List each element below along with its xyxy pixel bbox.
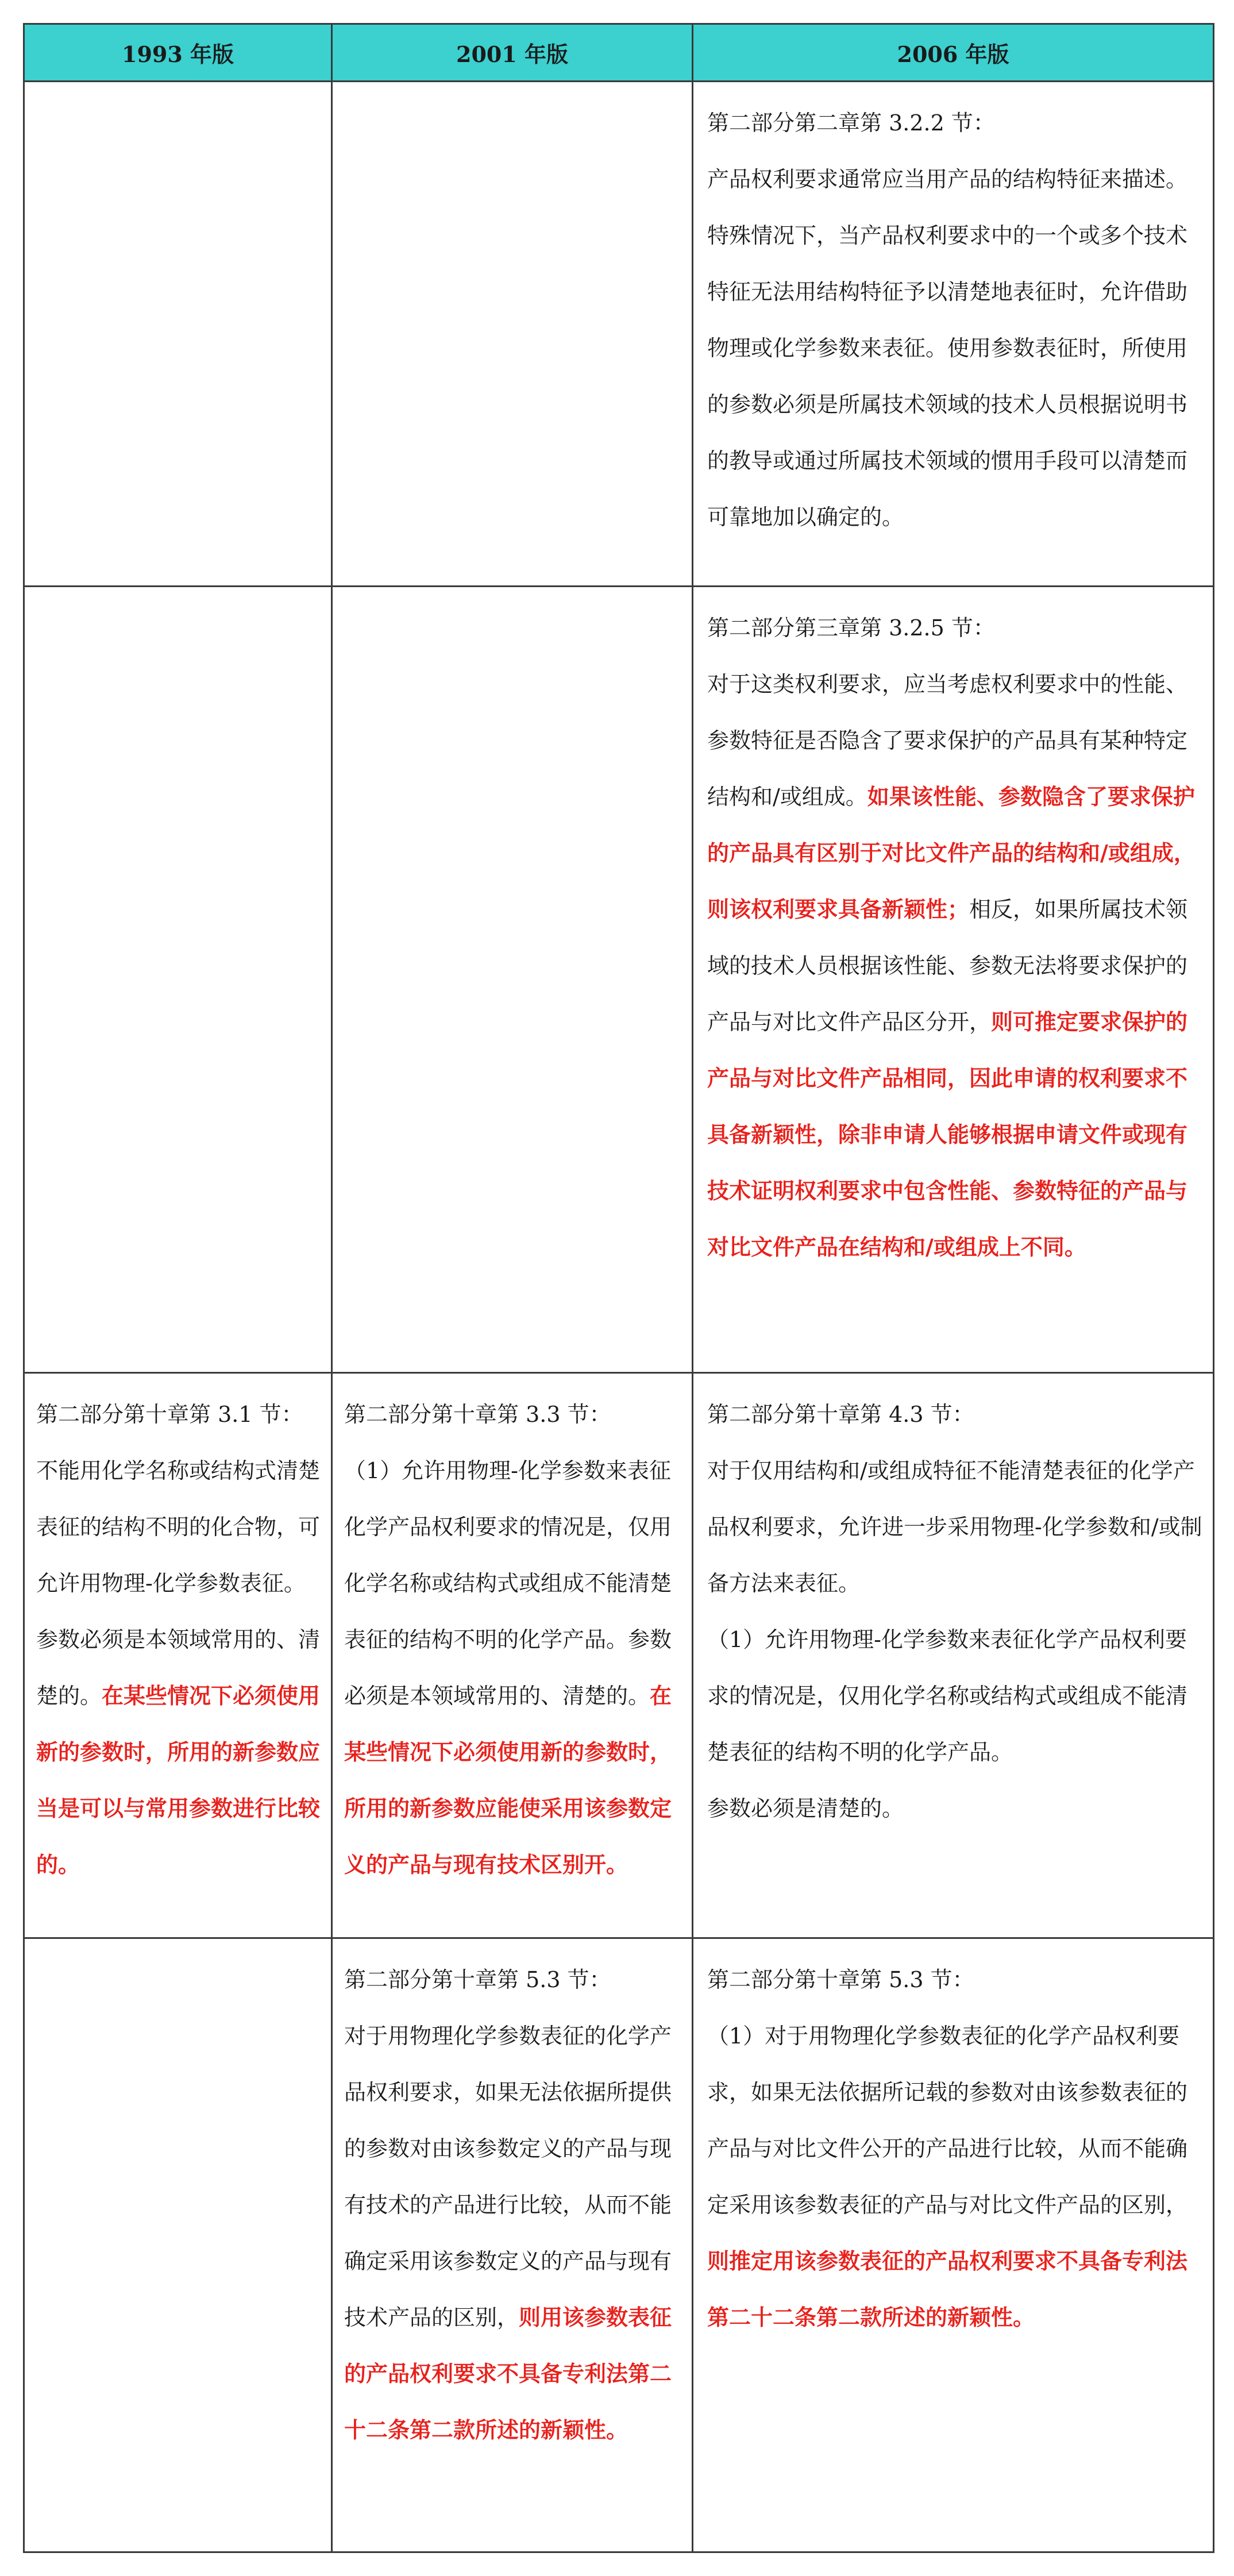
column-header-1993: 1993 年版 [24, 24, 332, 82]
cell-text: 第二部分第十章第 3.3 节： [344, 1402, 611, 1427]
cell-text: 相反，如果所属技术领域的技术人员根据该性能、参数无法将要求保护的产品与对比文件产品区分开， [707, 897, 1188, 1035]
cell-text: 产品权利要求通常应当用产品的结构特征来描述。特殊情况下，当产品权利要求中的一个或多个技术特征无法用结构特征予以清楚地表征时，允许借助物理或化学参数来表征。使用参数表征时，所使用的参数必须是所属技术领域的技术人员根据说明书的教导或通过所属技术领域的惯用手段可以清楚而可靠地加以确定的。 [707, 167, 1188, 530]
cell-text: 第二部分第十章第 3.1 节： [36, 1402, 303, 1427]
cell-text: （1）允许用物理-化学参数来表征化学产品权利要求的情况是，仅用化学名称或结构式或组成不能清楚表征的结构不明的化学产品。参数必须是本领域常用的、清楚的。 [344, 1458, 672, 1709]
highlighted-text: 在某些情况下必须使用新的参数时，所用的新参数应能使采用该参数定义的产品与现有技术区别开。 [344, 1683, 672, 1877]
highlighted-text: 在某些情况下必须使用新的参数时，所用的新参数应当是可以与常用参数进行比较的。 [36, 1683, 321, 1877]
table-row [24, 82, 1214, 587]
cell-text: 对于仅用结构和/或组成特征不能清楚表征的化学产品权利要求，允许进一步采用物理-化学参数和/或制备方法来表征。 [707, 1458, 1202, 1596]
guideline-comparison-table [23, 23, 1214, 2553]
table-row [24, 1373, 1214, 1938]
cell-text: 第二部分第十章第 4.3 节： [707, 1402, 974, 1427]
table-row [24, 1938, 1214, 2552]
cell-2006-row1 [693, 82, 1214, 587]
column-header-2006: 2006 年版 [693, 24, 1214, 82]
highlighted-text: 则用该参数表征的产品权利要求不具备专利法第二十二条第二款所述的新颖性。 [344, 2304, 672, 2443]
table-header-row [24, 24, 1214, 82]
cell-text: 对于用物理化学参数表征的化学产品权利要求，如果无法依据所提供的参数对由该参数定义的产品与现有技术的产品进行比较，从而不能确定采用该参数定义的产品与现有技术产品的区别， [344, 2023, 672, 2330]
cell-1993-row4 [24, 1938, 332, 2552]
cell-text: 不能用化学名称或结构式清楚表征的结构不明的化合物，可允许用物理-化学参数表征。参数必须是本领域常用的、清楚的。 [36, 1458, 321, 1709]
cell-2001-row4 [332, 1938, 693, 2552]
cell-text: 对于这类权利要求，应当考虑权利要求中的性能、参数特征是否隐含了要求保护的产品具有某种特定结构和/或组成。 [707, 672, 1188, 809]
highlighted-text: 则推定用该参数表征的产品权利要求不具备专利法第二十二条第二款所述的新颖性。 [707, 2248, 1188, 2330]
cell-text: 第二部分第二章第 3.2.2 节： [707, 110, 995, 136]
cell-2006-row2 [693, 587, 1214, 1373]
cell-2006-row4 [693, 1938, 1214, 2552]
cell-text: 第二部分第十章第 5.3 节： [344, 1967, 611, 1992]
cell-1993-row2 [24, 587, 332, 1373]
highlighted-text: 如果该性能、参数隐含了要求保护的产品具有区别于对比文件产品的结构和/或组成，则该权利要求具备新颖性； [707, 784, 1196, 922]
cell-text: 第二部分第三章第 3.2.5 节： [707, 615, 995, 641]
cell-text: 第二部分第十章第 5.3 节： [707, 1967, 974, 1992]
cell-1993-row3 [24, 1373, 332, 1938]
highlighted-text: 则可推定要求保护的产品与对比文件产品相同，因此申请的权利要求不具备新颖性，除非申请人能够根据申请文件或现有技术证明权利要求中包含性能、参数特征的产品与对比文件产品在结构和/或组成上不同。 [707, 1009, 1188, 1260]
cell-2001-row3 [332, 1373, 693, 1938]
column-header-2001: 2001 年版 [332, 24, 693, 82]
cell-2006-row3 [693, 1373, 1214, 1938]
table-row [24, 587, 1214, 1373]
cell-text: （1）对于用物理化学参数表征的化学产品权利要求，如果无法依据所记载的参数对由该参数表征的产品与对比文件公开的产品进行比较，从而不能确定采用该参数表征的产品与对比文件产品的区别， [707, 2023, 1188, 2218]
cell-text: （1）允许用物理-化学参数来表征化学产品权利要求的情况是，仅用化学名称或结构式或组成不能清楚表征的结构不明的化学产品。 [707, 1627, 1188, 1765]
cell-text: 参数必须是清楚的。 [707, 1796, 904, 1821]
cell-1993-row1 [24, 82, 332, 587]
cell-2001-row1 [332, 82, 693, 587]
cell-2001-row2 [332, 587, 693, 1373]
